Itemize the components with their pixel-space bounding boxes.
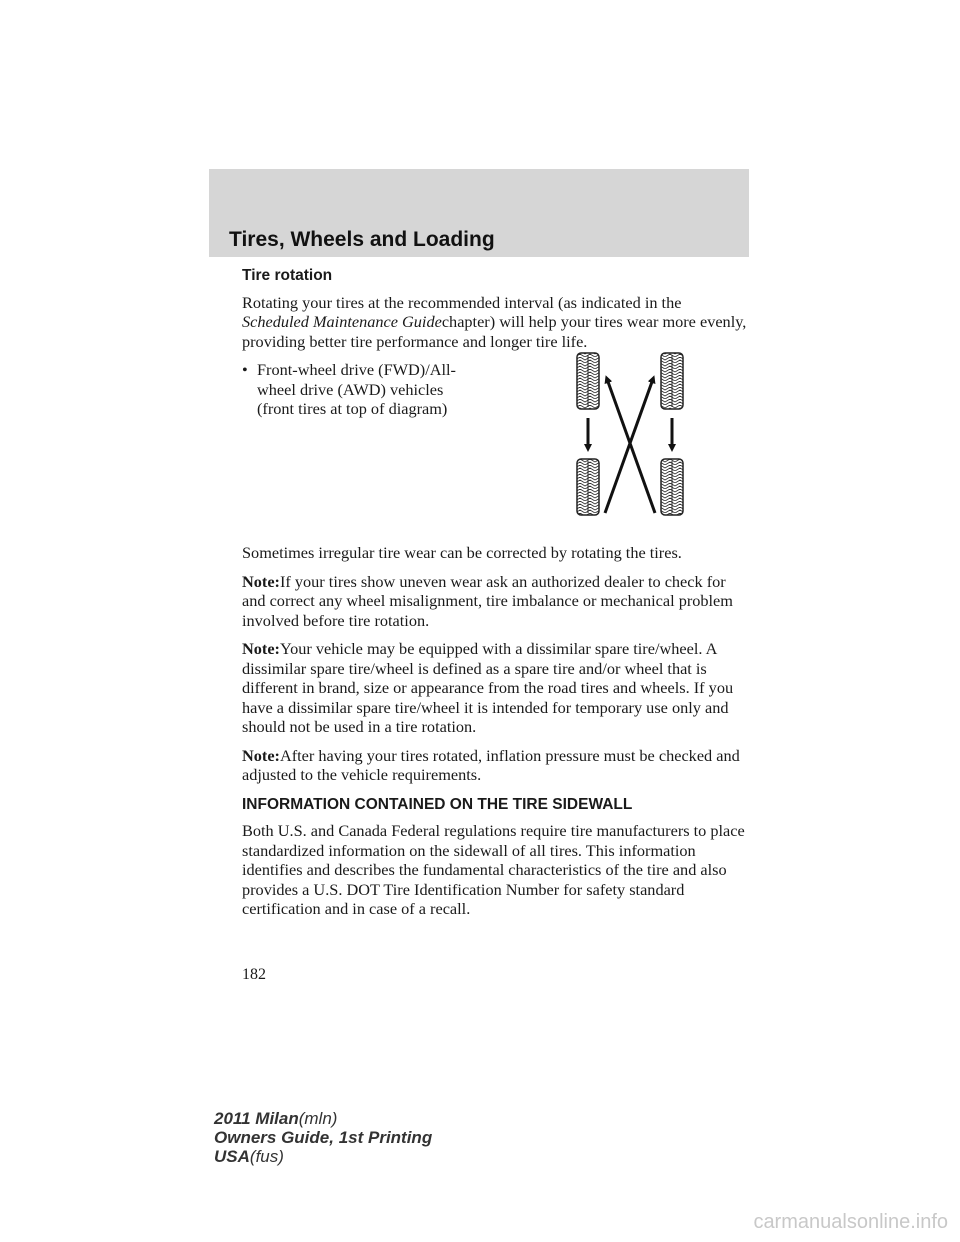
maintenance-guide-reference: Scheduled Maintenance Guide <box>242 312 442 331</box>
front-left-tire-icon <box>577 353 599 409</box>
rear-left-tire-icon <box>577 459 599 515</box>
sidewall-text: Both U.S. and Canada Federal regulations require tire manufacturers to place standardized information on the sidewall of all tires. This information identifies and describes the fundamental characteristics of the tire and also provides a U.S. DOT Tire Identification Number for safety standard certification and in case of a recall. <box>242 821 745 918</box>
cross-arrow-to-front-left-icon <box>607 379 655 513</box>
bullet-text: Front-wheel drive (FWD)/All-wheel drive (AWD) vehicles (front tires at top of diagram) <box>257 360 456 418</box>
note-text: Your vehicle may be equipped with a dissimilar spare tire/wheel. A dissimilar spare tire/wheel is defined as a spare tire and/or wheel that is different in brand, size or appearance from the road tires and wheels. If you have a dissimilar spare tire/wheel it is intended for temporary use only and should not be used in a tire rotation. <box>242 639 734 736</box>
footer-model: 2011 Milan <box>214 1109 299 1128</box>
note-text: After having your tires rotated, inflation pressure must be checked and adjusted to the vehicle requirements. <box>242 745 740 784</box>
front-right-tire-icon <box>661 353 683 409</box>
note-1 <box>242 572 752 631</box>
footer-market-code: (fus) <box>249 1147 284 1166</box>
bullet-mark: • <box>242 360 248 379</box>
rotation-intro <box>242 293 752 352</box>
page-number: 182 <box>242 966 266 983</box>
rear-right-tire-icon <box>661 459 683 515</box>
section-title: Tires, Wheels and Loading <box>229 228 495 251</box>
note-label: Note: <box>242 639 280 658</box>
note-text: If your tires show uneven wear ask an authorized dealer to check for and correct any wheel misalignment, tire imbalance or mechanical problem involved before tire rotation. <box>242 571 733 630</box>
watermark: carmanualsonline.info <box>753 1211 948 1233</box>
note-3 <box>242 746 752 785</box>
rotation-intro-start: Rotating your tires at the recommended interval (as indicated in the <box>242 292 682 312</box>
irregular-wear-text: Sometimes irregular tire wear can be corrected by rotating the tires. <box>242 543 682 562</box>
section-header <box>209 169 749 257</box>
rotation-intro-end: chapter) will help your tires wear more evenly, providing better tire performance and longer tire life. <box>242 312 747 351</box>
note-label: Note: <box>242 745 280 765</box>
sidewall-heading: INFORMATION CONTAINED ON THE TIRE SIDEWALL <box>242 795 633 813</box>
footer-model-code: (mln) <box>298 1109 338 1128</box>
note-2 <box>242 639 752 737</box>
tire-rotation-diagram-icon <box>575 351 705 521</box>
footer-edition: Owners Guide, 1st Printing <box>214 1128 433 1147</box>
page-content <box>242 266 752 928</box>
print-footer <box>214 1109 432 1166</box>
footer-market: USA <box>214 1147 250 1166</box>
tire-rotation-heading: Tire rotation <box>242 267 333 284</box>
cross-arrow-to-front-right-icon <box>605 379 653 513</box>
note-label: Note: <box>242 571 280 591</box>
